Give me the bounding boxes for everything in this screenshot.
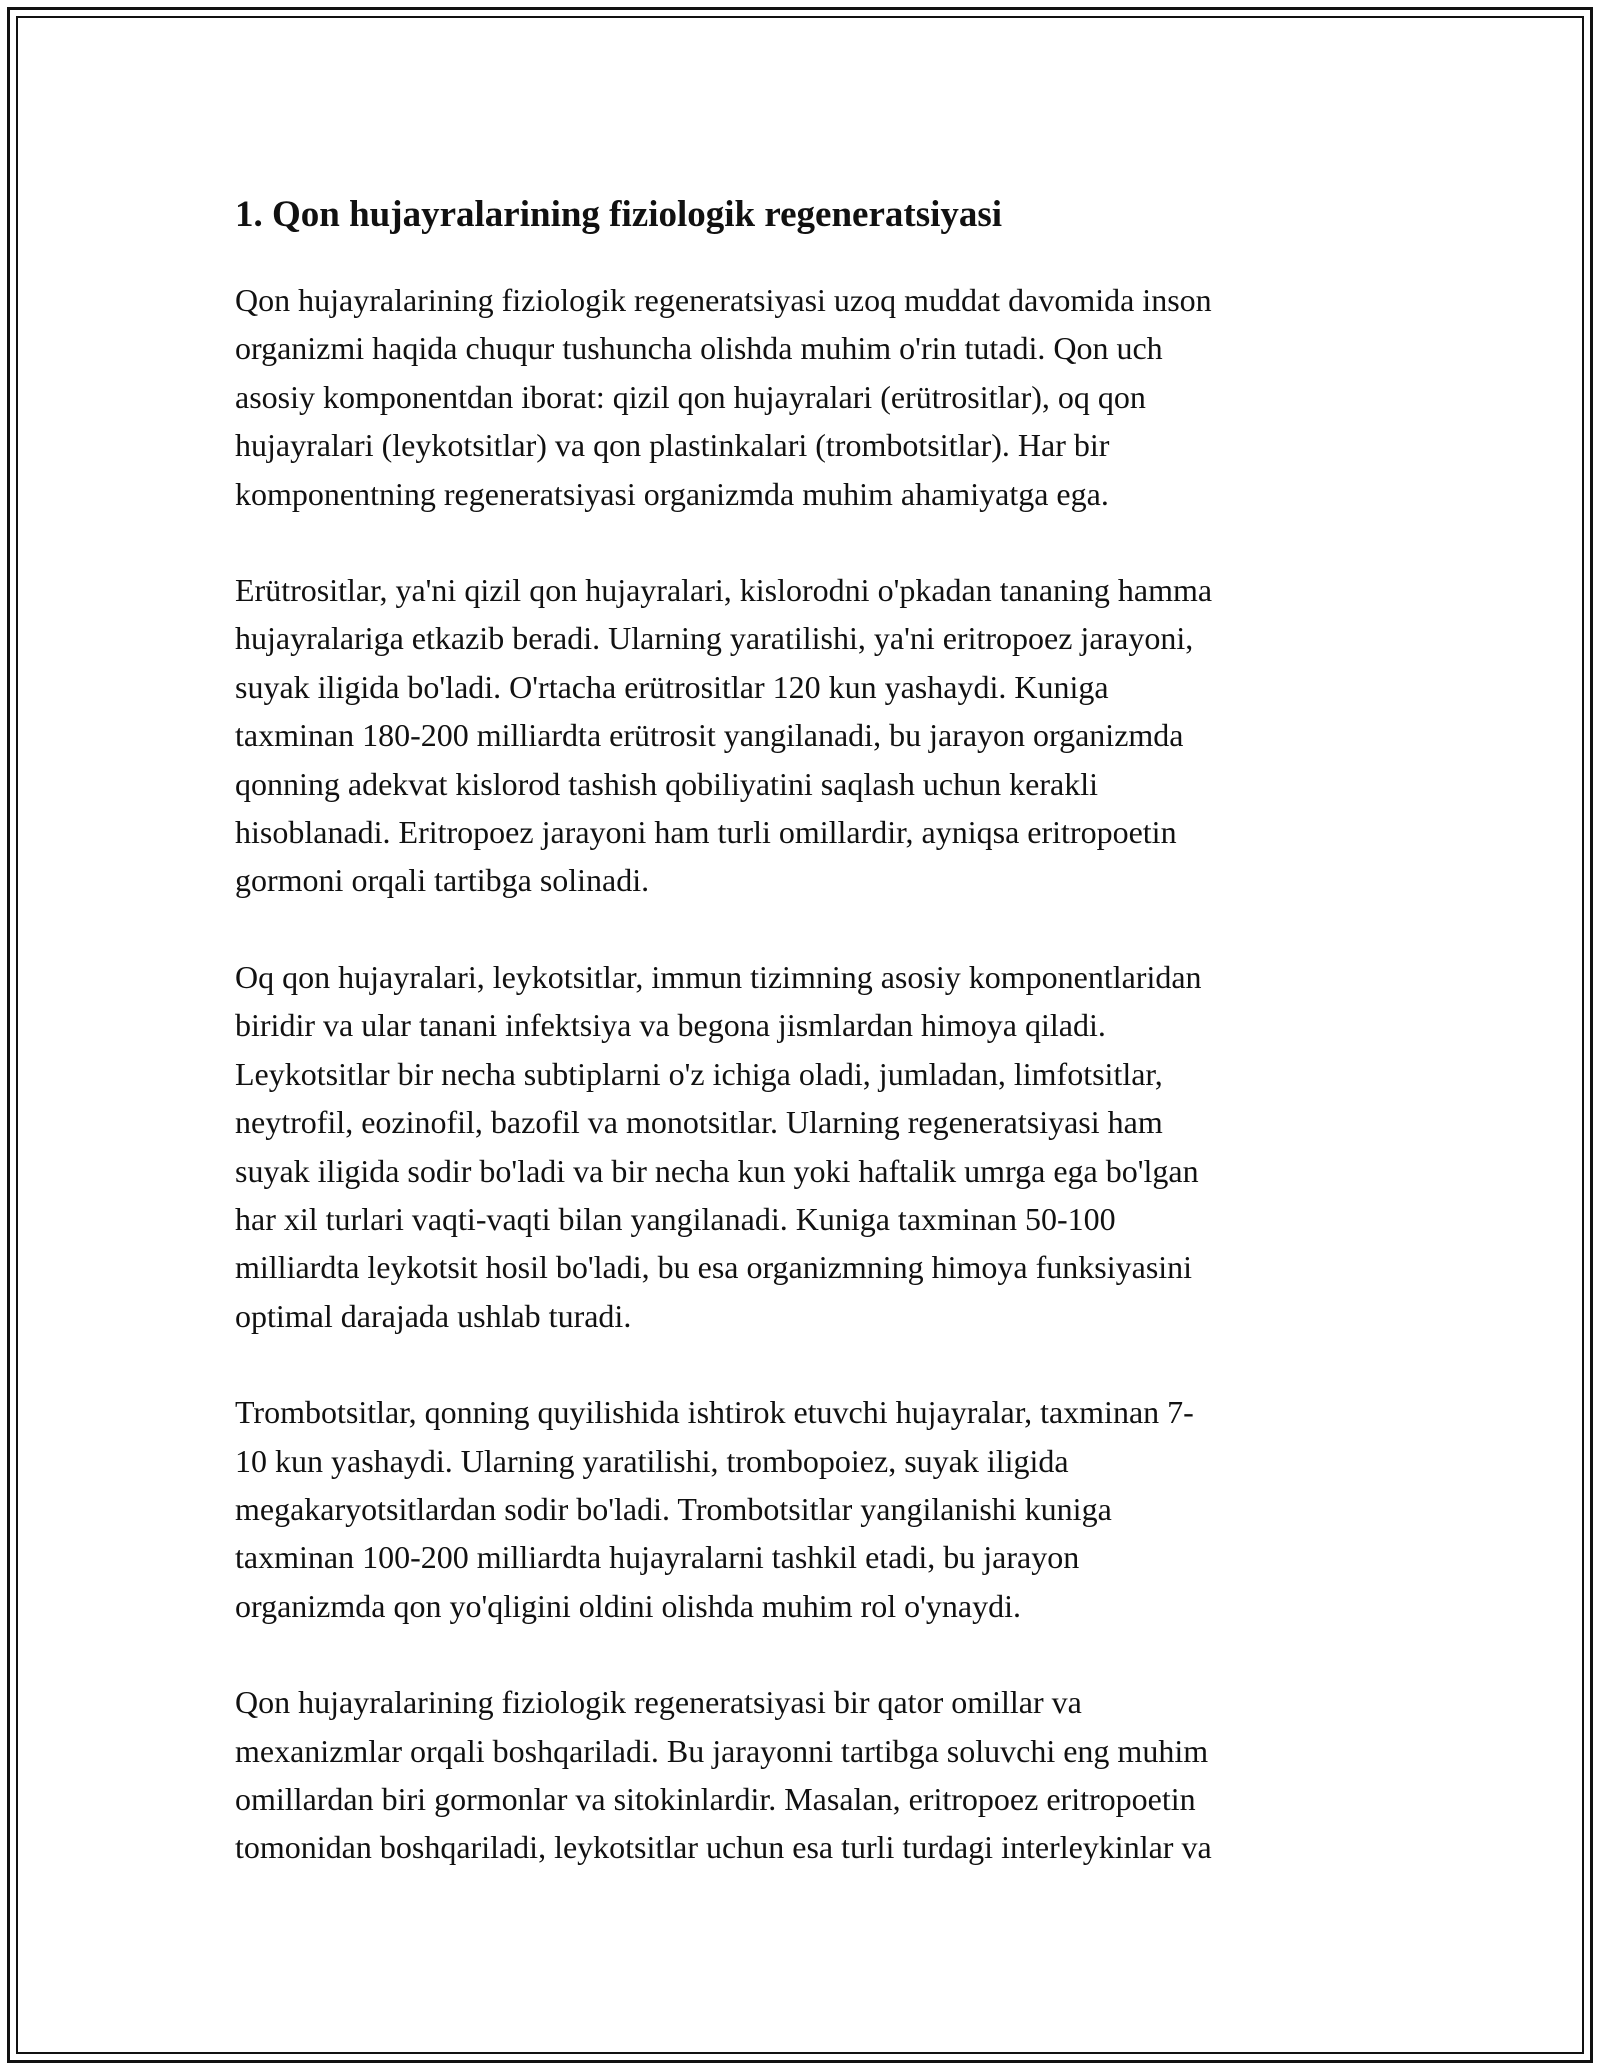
paragraph-leukocytes: Oq qon hujayralari, leykotsitlar, immun tizimning asosiy komponentlaridan biridir va ular tanani infektsiya va begona jismlardan himoya qiladi. Leykotsitlar bir necha subtiplarni o'z ichiga oladi, jumladan, limfotsitlar, neytrofil, eozinofil, bazofil va monotsitlar. Ularning regeneratsiyasi ham suyak iligida sodir bo'ladi va bir necha kun yoki haftalik umrga ega bo'lgan har xil turlari vaqti-vaqti bilan yangilanadi. Kuniga taxminan 50-100 milliardta leykotsit hosil bo'ladi, bu esa organizmning himoya funksiyasini optimal darajada ushlab turadi. bbox=[235, 958, 1202, 1334]
paragraph-intro: Qon hujayralarining fiziologik regeneratsiyasi uzoq muddat davomida inson organizmi haqida chuqur tushuncha olishda muhim o'rin tutadi. Qon uch asosiy komponentdan iborat: qizil qon hujayralari (erütrositlar), oq qon hujayralari (leykotsitlar) va qon plastinkalari (trombotsitlar). Har bir komponentning regeneratsiyasi organizmda muhim ahamiyatga ega. bbox=[235, 282, 1212, 512]
paragraph-thrombocytes: Trombotsitlar, qonning quyilishida ishtirok etuvchi hujayralar, taxminan 7- 10 kun yashaydi. Ularning yaratilishi, trombopoiez, suyak iligida megakaryotsitlardan sodir bo'ladi. Trombotsitlar yangilanishi kuniga taxminan 100-200 milliardta hujayralarni tashkil etadi, bu jarayon organizmda qon yo'qligini oldini olishda muhim rol o'ynaydi. bbox=[235, 1394, 1194, 1624]
paragraph-erythrocytes: Erütrositlar, ya'ni qizil qon hujayralari, kislorodni o'pkadan tananing hamma hujayralariga etkazib beradi. Ularning yaratilishi, ya'ni eritropoez jarayoni, suyak iligida bo'ladi. O'rtacha erütrositlar 120 kun yashaydi. Kuniga taxminan 180-200 milliardta erütrosit yangilanadi, bu jarayon organizmda qonning adekvat kislorod tashish qobiliyatini saqlash uchun kerakli hisoblanadi. Eritropoez jarayoni ham turli omillardir, ayniqsa eritropoetin gormoni orqali tartibga solinadi. bbox=[235, 572, 1213, 899]
document-body bbox=[235, 188, 1365, 1920]
paragraph-regulation: Qon hujayralarining fiziologik regeneratsiyasi bir qator omillar va mexanizmlar orqali boshqariladi. Bu jarayonni tartibga soluvchi eng muhim omillardan biri gormonlar va sitokinlardir. Masalan, eritropoez eritropoetin tomonidan boshqariladi, leykotsitlar uchun esa turli turdagi interleykinlar va bbox=[235, 1684, 1212, 1866]
section-heading: 1. Qon hujayralarining fiziologik regeneratsiyasi bbox=[235, 194, 1003, 235]
